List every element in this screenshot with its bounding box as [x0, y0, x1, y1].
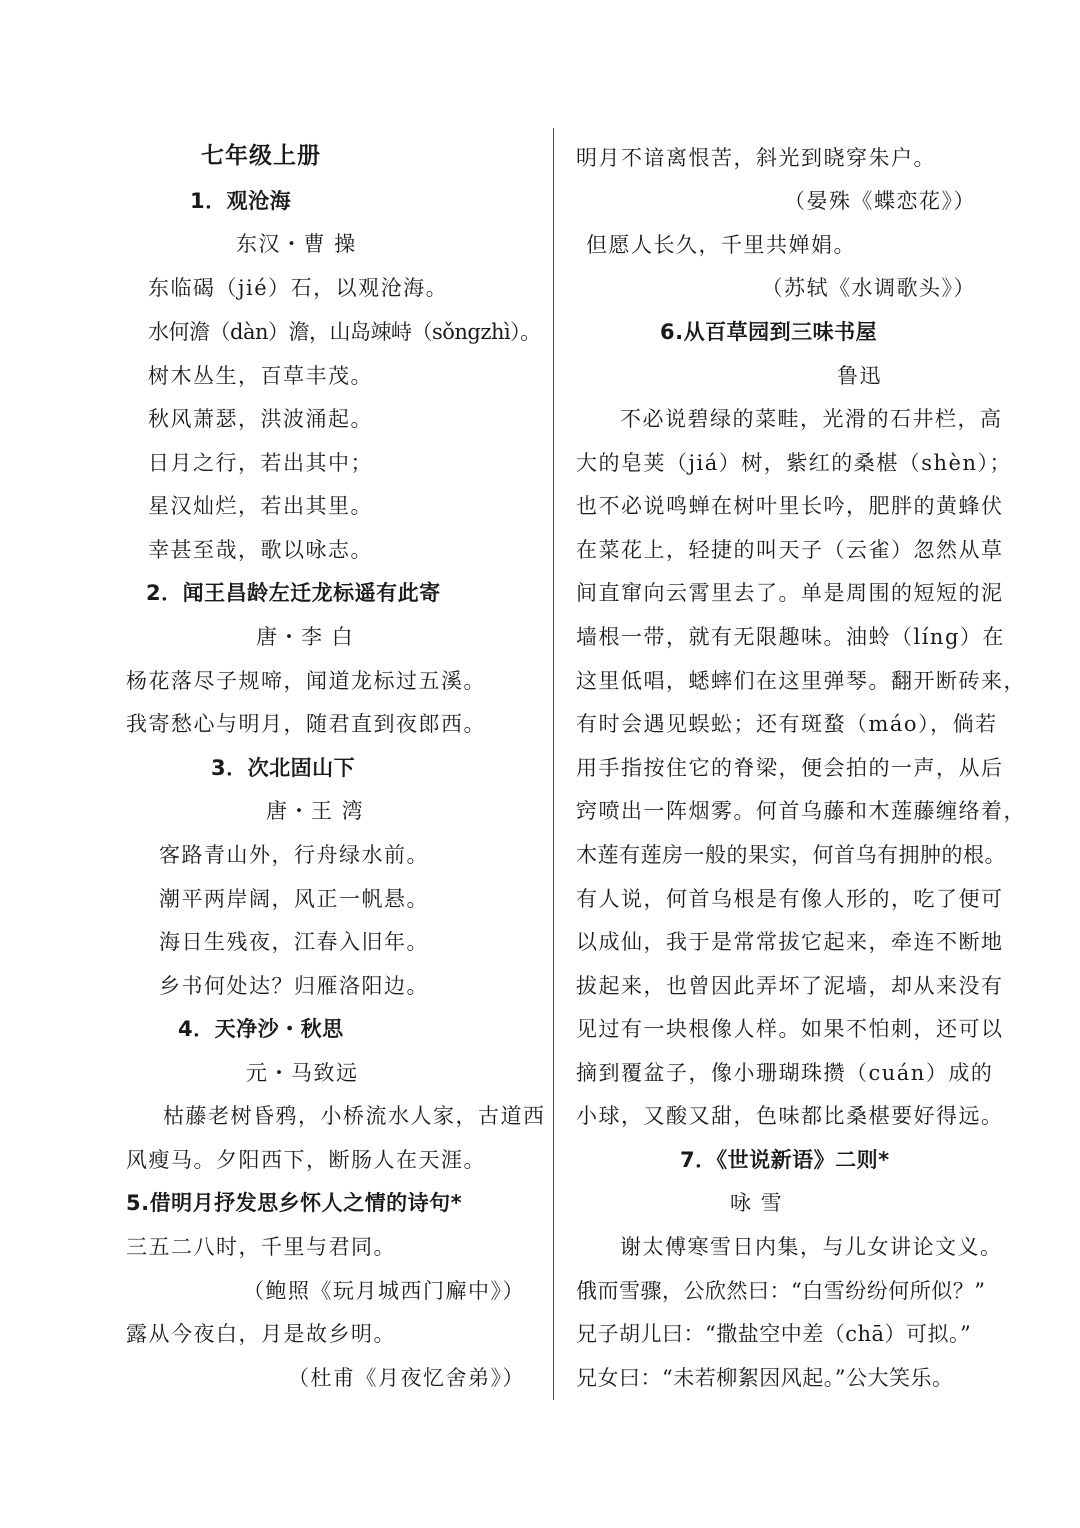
- essay-line: 墙根一带，就有无限趣味。油蛉（líng）在: [576, 625, 1005, 649]
- poem-line: 潮平两岸阔，风正一帆悬。: [159, 887, 429, 911]
- poem-source: （苏轼《水调歌头》）: [761, 276, 976, 300]
- essay-line: 摘到覆盆子，像小珊瑚珠攒（cuán）成的: [576, 1061, 994, 1085]
- poem-line: 树木丛生，百草丰茂。: [148, 364, 373, 388]
- section-title: 5.借明月抒发思乡怀人之情的诗句*: [126, 1191, 463, 1215]
- essay-line: 见过有一块根像人样。如果不怕刺，还可以: [576, 1017, 1004, 1041]
- poem-line: 客路青山外，行舟绿水前。: [159, 843, 429, 867]
- poem-source: （杜甫《月夜忆舍弟》）: [288, 1366, 525, 1390]
- poem-line: 海日生残夜，江春入旧年。: [159, 930, 429, 954]
- poem-line: 枯藤老树昏鸦，小桥流水人家，古道西: [163, 1104, 546, 1128]
- essay-line: 用手指按住它的脊梁，便会拍的一声，从后: [576, 756, 1004, 780]
- section-title: 6.从百草园到三味书屋: [660, 320, 878, 344]
- poem-line: 东临碣（jié）石，以观沧海。: [148, 276, 449, 300]
- essay-line: 这里低唱，蟋蟀们在这里弹琴。翻开断砖来，: [576, 669, 1026, 693]
- section-title: 1．观沧海: [190, 189, 292, 213]
- right-column: [556, 0, 1080, 1528]
- section-title: 4．天净沙・秋思: [178, 1017, 344, 1041]
- essay-line: 木莲有莲房一般的果实，何首乌有拥肿的根。: [576, 843, 1006, 867]
- poem-line: 但愿人长久，千里共婵娟。: [586, 233, 856, 257]
- poem-line: 三五二八时，千里与君同。: [126, 1235, 396, 1259]
- poem-line: 水何澹（dàn）澹，山岛竦峙（sǒngzhì）。: [148, 320, 541, 344]
- grade-title: 七年级上册: [201, 143, 321, 169]
- poem-author: 元・马致远: [246, 1061, 359, 1085]
- poem-line: 明月不谙离恨苦，斜光到晓穿朱户。: [576, 146, 936, 170]
- section-title: 3．次北固山下: [211, 756, 356, 780]
- poem-source: （鲍照《玩月城西门廨中》）: [243, 1279, 525, 1303]
- essay-author: 鲁迅: [837, 364, 882, 388]
- essay-line: 兄女曰：“未若柳絮因风起。”公大笑乐。: [576, 1366, 954, 1390]
- poem-line: 乡书何处达？归雁洛阳边。: [159, 974, 429, 998]
- section-title: 7．《世说新语》二则*: [680, 1148, 890, 1172]
- section-title: 2．闻王昌龄左迁龙标遥有此寄: [146, 581, 441, 605]
- essay-line: 兄子胡儿曰：“撒盐空中差（chā）可拟。”: [576, 1322, 972, 1346]
- essay-line: 不必说碧绿的菜畦，光滑的石井栏，高: [620, 407, 1003, 431]
- poem-author: 唐・李 白: [256, 625, 355, 649]
- subsection-title: 咏 雪: [730, 1191, 784, 1215]
- essay-line: 大的皂荚（jiá）树，紫红的桑椹（shèn）；: [576, 451, 1013, 475]
- essay-line: 有人说，何首乌根是有像人形的，吃了便可: [576, 887, 1004, 911]
- poem-line: 风瘦马。夕阳西下，断肠人在天涯。: [126, 1148, 486, 1172]
- essay-line: 以成仙，我于是常常拔它起来，牵连不断地: [576, 930, 1004, 954]
- poem-line: 露从今夜白，月是故乡明。: [126, 1322, 396, 1346]
- poem-line: 杨花落尽子规啼，闻道龙标过五溪。: [126, 669, 486, 693]
- essay-line: 俄而雪骤，公欣然曰：“白雪纷纷何所似？”: [576, 1279, 986, 1303]
- essay-line: 有时会遇见蜈蚣；还有斑蝥（máo），倘若: [576, 712, 998, 736]
- essay-line: 拔起来，也曾因此弄坏了泥墙，却从来没有: [576, 974, 1004, 998]
- essay-line: 在菜花上，轻捷的叫天子（云雀）忽然从草: [576, 538, 1004, 562]
- essay-line: 谢太傅寒雪日内集，与儿女讲论文义。: [620, 1235, 1003, 1259]
- poem-line: 星汉灿烂，若出其里。: [148, 494, 373, 518]
- essay-line: 窍喷出一阵烟雾。何首乌藤和木莲藤缠络着，: [576, 799, 1026, 823]
- essay-line: 也不必说鸣蝉在树叶里长吟，肥胖的黄蜂伏: [576, 494, 1004, 518]
- essay-line: 小球，又酸又甜，色味都比桑椹要好得远。: [576, 1104, 1004, 1128]
- poem-line: 我寄愁心与明月，随君直到夜郎西。: [126, 712, 486, 736]
- poem-line: 幸甚至哉，歌以咏志。: [148, 538, 373, 562]
- poem-author: 东汉・曹 操: [236, 232, 357, 256]
- essay-line: 间直窜向云霄里去了。单是周围的短短的泥: [576, 581, 1004, 605]
- poem-source: （晏殊《蝶恋花》）: [784, 189, 976, 213]
- poem-line: 秋风萧瑟，洪波涌起。: [148, 407, 373, 431]
- poem-line: 日月之行，若出其中；: [148, 451, 373, 475]
- poem-author: 唐・王 湾: [266, 799, 365, 823]
- column-divider: [553, 128, 554, 1400]
